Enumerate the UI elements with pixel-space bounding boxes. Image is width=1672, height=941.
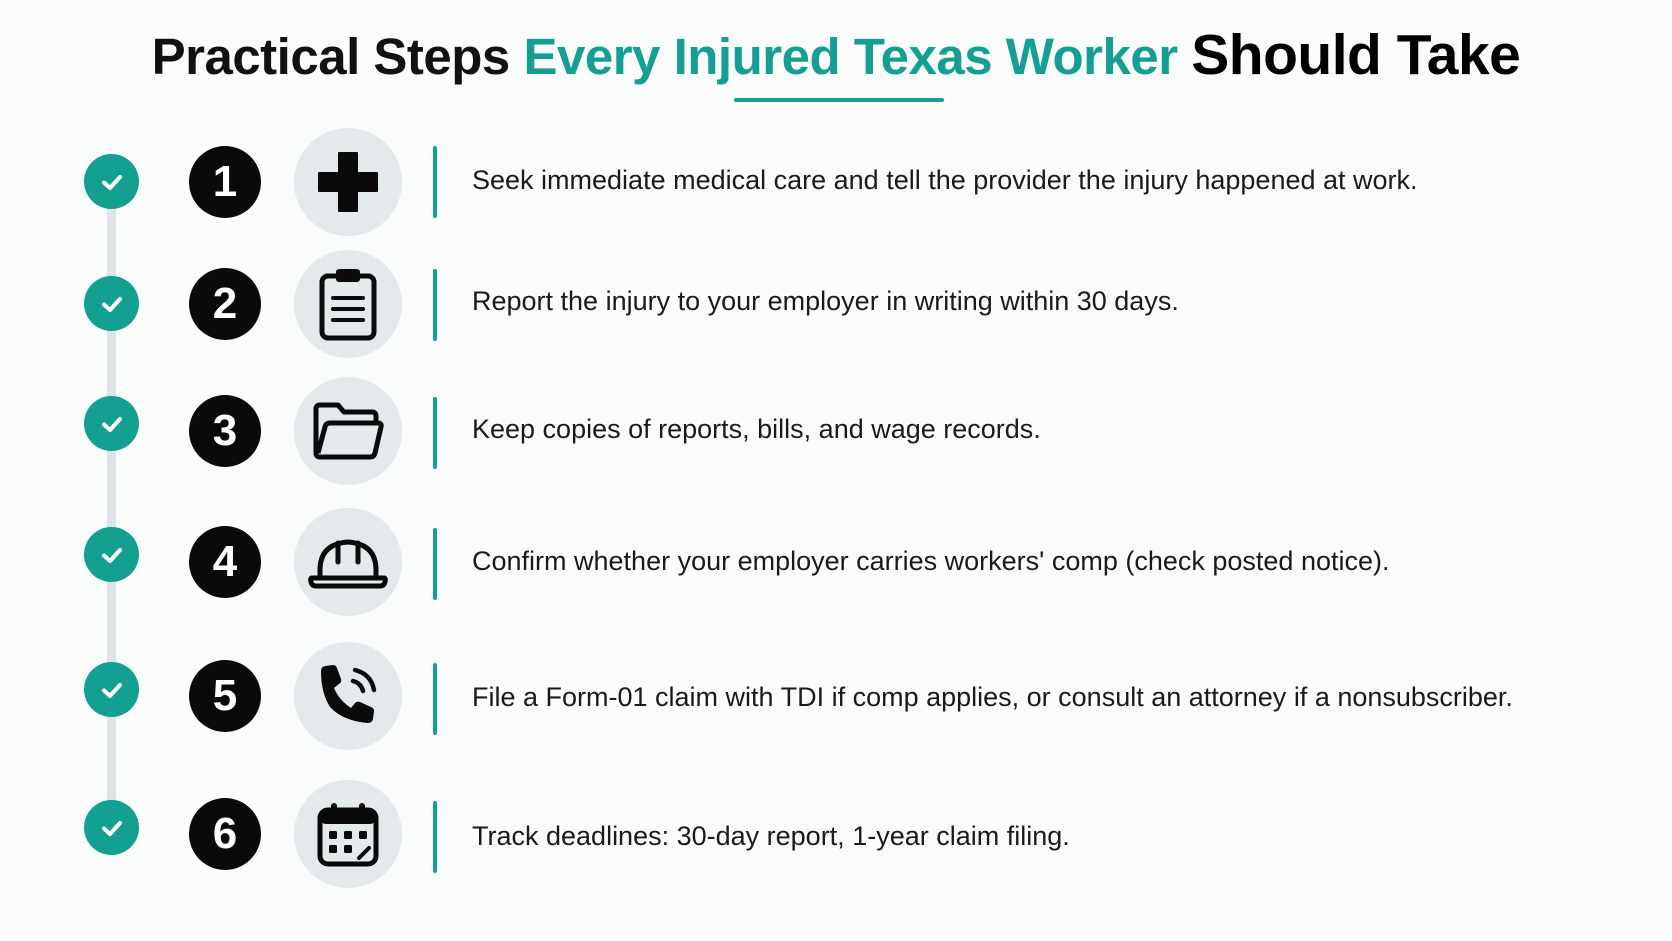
- step-text: Confirm whether your employer carries workers' comp (check posted notice).: [472, 546, 1390, 576]
- step-number: 5: [189, 660, 261, 732]
- step-number: 4: [189, 526, 261, 598]
- title-part-2: Every Injured Texas Worker: [523, 28, 1178, 85]
- check-icon: [84, 527, 139, 582]
- step-divider: [433, 269, 437, 341]
- step-3: [0, 378, 1672, 488]
- title-part-3: Should Take: [1191, 23, 1521, 87]
- calendar-icon: [294, 780, 402, 888]
- clipboard-icon: [294, 250, 402, 358]
- step-divider: [433, 663, 437, 735]
- check-icon: [84, 154, 139, 209]
- step-number: 3: [189, 395, 261, 467]
- step-6: [0, 783, 1672, 893]
- step-text: Report the injury to your employer in writing within 30 days.: [472, 286, 1179, 316]
- title-underline: [734, 98, 944, 102]
- step-divider: [433, 397, 437, 469]
- step-divider: [433, 528, 437, 600]
- step-text: Track deadlines: 30-day report, 1-year claim filing.: [472, 821, 1070, 851]
- step-text: File a Form-01 claim with TDI if comp applies, or consult an attorney if a nonsubscriber.: [472, 682, 1513, 712]
- step-1: [0, 127, 1672, 237]
- step-2: [0, 250, 1672, 360]
- step-divider: [433, 146, 437, 218]
- step-number: 1: [189, 146, 261, 218]
- step-4: [0, 510, 1672, 620]
- step-text: Seek immediate medical care and tell the provider the injury happened at work.: [472, 165, 1418, 195]
- check-icon: [84, 800, 139, 855]
- step-5: [0, 644, 1672, 754]
- page-title: [0, 22, 1672, 88]
- check-icon: [84, 396, 139, 451]
- folder-icon: [294, 377, 402, 485]
- step-number: 2: [189, 268, 261, 340]
- medical-cross-icon: [294, 128, 402, 236]
- hard-hat-icon: [294, 508, 402, 616]
- title-part-1: Practical Steps: [151, 28, 510, 85]
- step-divider: [433, 801, 437, 873]
- check-icon: [84, 276, 139, 331]
- step-text: Keep copies of reports, bills, and wage records.: [472, 414, 1041, 444]
- phone-icon: [294, 642, 402, 750]
- step-number: 6: [189, 798, 261, 870]
- check-icon: [84, 662, 139, 717]
